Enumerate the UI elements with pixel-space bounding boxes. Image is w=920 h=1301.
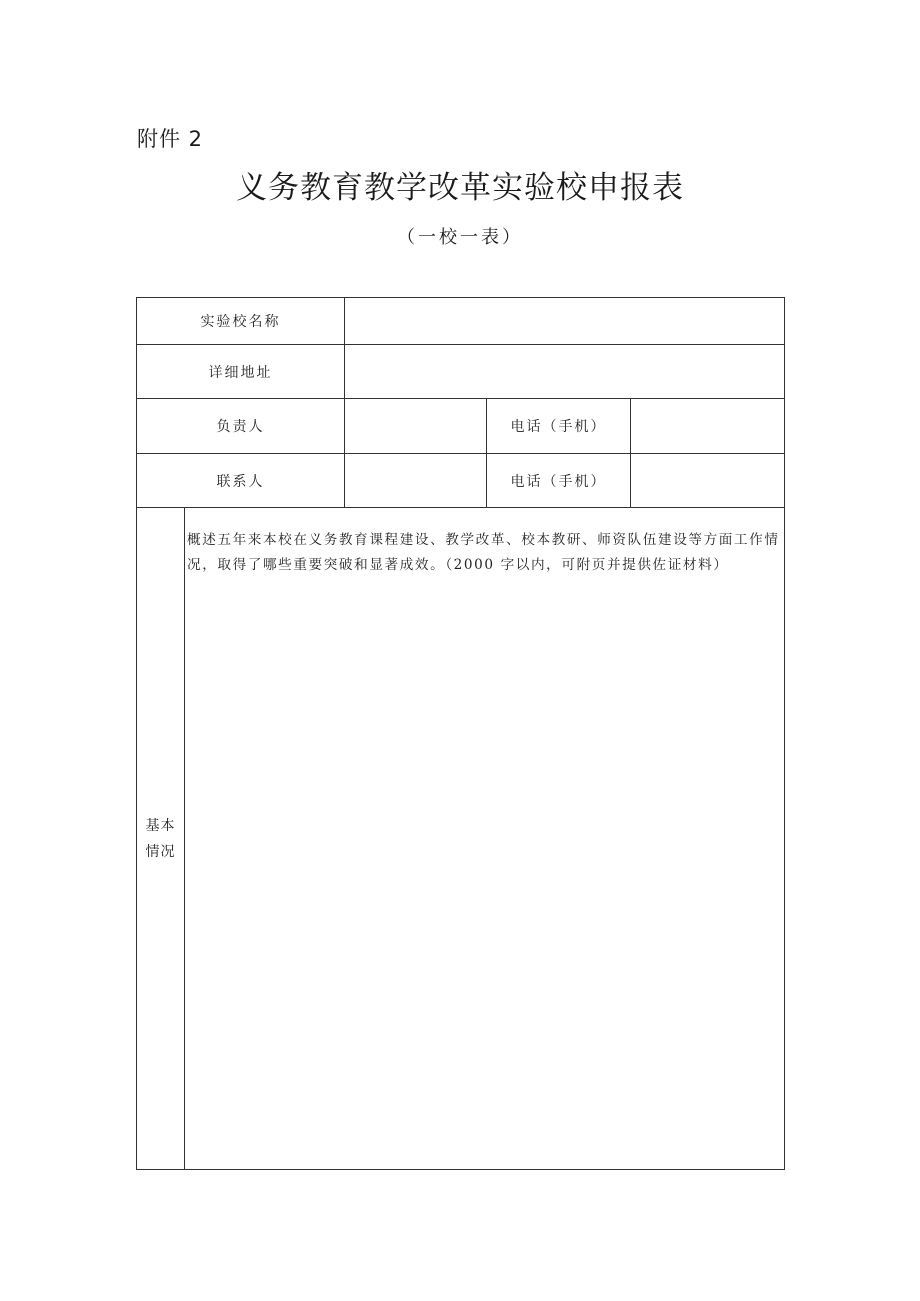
contact-phone-field[interactable] [631,454,785,508]
contact-phone-label: 电话（手机） [487,454,631,508]
basic-info-field[interactable]: 概述五年来本校在义务教育课程建设、教学改革、校本教研、师资队伍建设等方面工作情况，取得了哪些重要突破和显著成效。（2000 字以内，可附页并提供佐证材料） [185,508,785,1170]
principal-row [137,399,785,454]
contact-field[interactable] [345,454,487,508]
page-subtitle: （一校一表） [397,227,523,248]
application-form-table [136,297,785,1170]
contact-label: 联系人 [137,454,345,508]
page-title: 义务教育教学改革实验校申报表 [236,170,684,206]
principal-phone-field[interactable] [631,399,785,454]
address-label: 详细地址 [137,345,345,399]
school-name-label: 实验校名称 [137,298,345,345]
principal-label: 负责人 [137,399,345,454]
basic-info-row [137,508,785,1170]
school-name-field[interactable] [345,298,785,345]
basic-info-label: 基本情况 [137,508,185,1170]
principal-phone-label: 电话（手机） [487,399,631,454]
address-field[interactable] [345,345,785,399]
attachment-label: 附件 2 [137,127,204,151]
school-name-row [137,298,785,345]
contact-row [137,454,785,508]
principal-field[interactable] [345,399,487,454]
address-row [137,345,785,399]
